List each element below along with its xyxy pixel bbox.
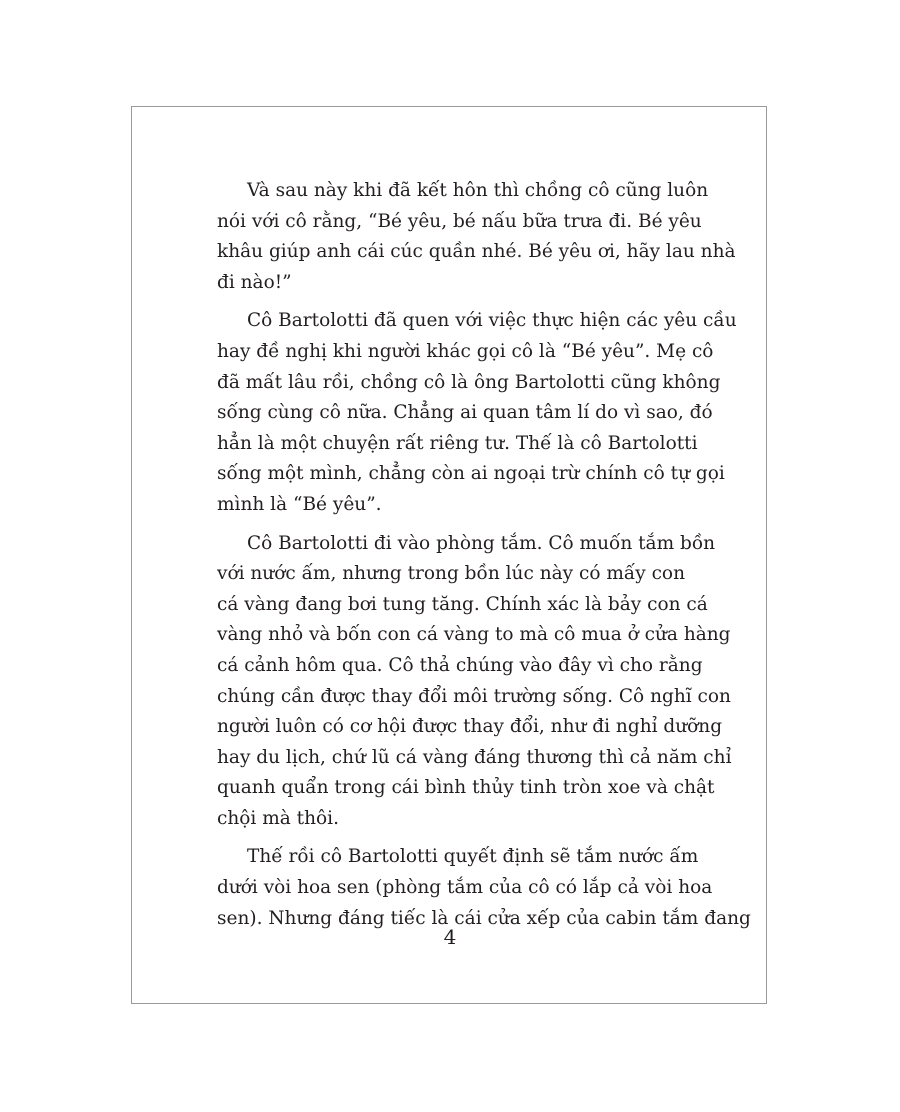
text-line: chội mà thôi. [217,807,339,829]
text-line: cá cảnh hôm qua. Cô thả chúng vào đây vì cho rằng [217,654,703,676]
text-line: hẳn là một chuyện rất riêng tư. Thế là cô Bartolotti [217,432,698,454]
text-line: khâu giúp anh cái cúc quần nhé. Bé yêu ơi, hãy lau nhà [217,241,736,263]
text-line: mình là “Bé yêu”. [217,493,382,515]
text-line: hay du lịch, chứ lũ cá vàng đáng thương thì cả năm chỉ [217,746,732,768]
paragraph [217,306,737,520]
text-line: sống một mình, chẳng còn ai ngoại trừ chính cô tự gọi [217,463,725,485]
text-line: vàng nhỏ và bốn con cá vàng to mà cô mua ở cửa hàng [217,624,731,646]
text-line: nói với cô rằng, “Bé yêu, bé nấu bữa trưa đi. Bé yêu [217,210,702,232]
paragraph [217,529,732,835]
text-line: sống cùng cô nữa. Chẳng ai quan tâm lí do vì sao, đó [217,402,713,424]
page-number: 4 [443,925,457,949]
text-line: Và sau này khi đã kết hôn thì chồng cô cũng luôn [247,180,709,201]
paragraph [217,176,736,298]
text-line: đã mất lâu rồi, chồng cô là ông Bartolotti cũng không [217,371,721,393]
text-line: Cô Bartolotti đi vào phòng tắm. Cô muốn tắm bồn [247,532,716,554]
body-text [217,176,751,942]
text-line: người luôn có cơ hội được thay đổi, như đi nghỉ dưỡng [217,716,723,738]
text-line: chúng cần được thay đổi môi trường sống. Cô nghĩ con [217,685,731,707]
text-line: quanh quẩn trong cái bình thủy tinh tròn xoe và chật [217,777,715,799]
text-line: hay đề nghị khi người khác gọi cô là “Bé yêu”. Mẹ cô [217,340,714,362]
text-line: cá vàng đang bơi tung tăng. Chính xác là bảy con cá [217,593,708,615]
text-line: dưới vòi hoa sen (phòng tắm của cô có lắp cả vòi hoa [217,877,713,899]
text-line: với nước ấm, nhưng trong bồn lúc này có mấy con [217,563,685,585]
text-line: đi nào!” [217,271,292,293]
text-line: sen). Nhưng đáng tiếc là cái cửa xếp của cabin tắm đang [217,907,751,929]
text-line: Thế rồi cô Bartolotti quyết định sẽ tắm nước ấm [247,846,699,868]
paragraph [217,842,751,934]
text-line: Cô Bartolotti đã quen với việc thực hiện các yêu cầu [247,310,737,332]
